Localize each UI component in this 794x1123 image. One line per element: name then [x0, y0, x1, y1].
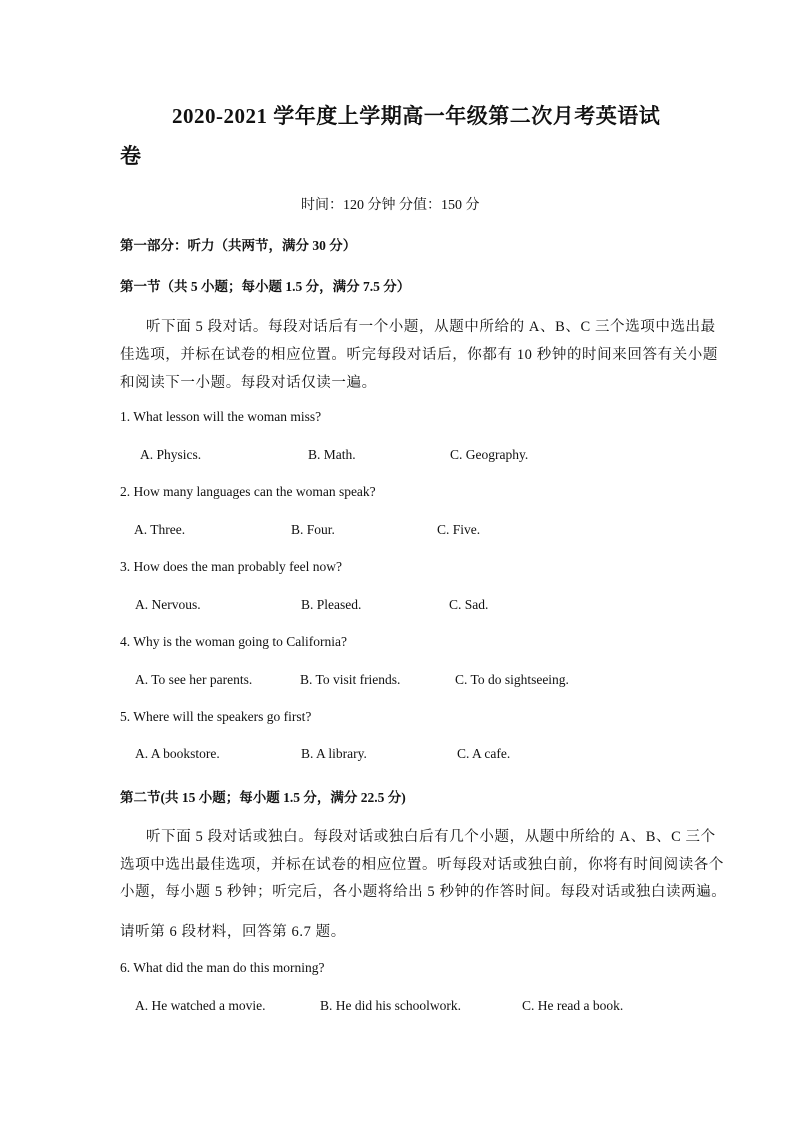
section1-instruction-2: 佳选项，并标在试卷的相应位置。听完每段对话后，你都有 10 秒钟的时间来回答有关小题	[120, 347, 718, 363]
q4-option-a: A. To see her parents.	[135, 672, 253, 687]
q3-option-b: B. Pleased.	[301, 597, 362, 612]
q2-option-c: C. Five.	[437, 522, 481, 537]
question-5: 5. Where will the speakers go first?	[120, 709, 312, 724]
q2-option-b: B. Four.	[291, 522, 335, 537]
q1-option-b: B. Math.	[308, 447, 356, 462]
question-6: 6. What did the man do this morning?	[120, 960, 325, 975]
q5-option-a: A. A bookstore.	[135, 746, 220, 761]
q1-option-a: A. Physics.	[140, 447, 202, 462]
section1-heading: 第一节（共 5 小题；每小题 1.5 分，满分 7.5 分）	[120, 279, 411, 294]
q3-option-a: A. Nervous.	[135, 597, 201, 612]
section2-instruction-3: 小题，每小题 5 秒钟；听完后，各小题将给出 5 秒钟的作答时间。每段对话或独白读两遍。	[120, 884, 727, 900]
question-3: 3. How does the man probably feel now?	[120, 559, 342, 574]
title-line-2: 卷	[120, 144, 142, 168]
q4-option-c: C. To do sightseeing.	[455, 672, 569, 687]
section2-instruction-2: 选项中选出最佳选项，并标在试卷的相应位置。听每段对话或独白前，你将有时间阅读各个	[120, 857, 724, 873]
q5-option-b: B. A library.	[301, 746, 367, 761]
question-2: 2. How many languages can the woman speak?	[120, 484, 376, 499]
q1-option-c: C. Geography.	[450, 447, 529, 462]
q6-option-a: A. He watched a movie.	[135, 998, 266, 1013]
q6-option-b: B. He did his schoolwork.	[320, 998, 461, 1013]
q3-option-c: C. Sad.	[449, 597, 489, 612]
material-note: 请听第 6 段材料，回答第 6.7 题。	[120, 924, 346, 940]
part1-heading: 第一部分：听力（共两节，满分 30 分）	[120, 238, 357, 253]
q2-option-a: A. Three.	[134, 522, 186, 537]
section2-instruction-1: 听下面 5 段对话或独白。每段对话或独白后有几个小题，从题中所给的 A、B、C 三个	[146, 829, 716, 845]
q4-option-b: B. To visit friends.	[300, 672, 401, 687]
section1-instruction-3: 和阅读下一小题。每段对话仅读一遍。	[120, 375, 377, 391]
q6-option-c: C. He read a book.	[522, 998, 624, 1013]
question-4: 4. Why is the woman going to California?	[120, 634, 347, 649]
question-1: 1. What lesson will the woman miss?	[120, 409, 322, 424]
section1-instruction-1: 听下面 5 段对话。每段对话后有一个小题，从题中所给的 A、B、C 三个选项中选出最	[146, 319, 716, 335]
section2-heading: 第二节(共 15 小题；每小题 1.5 分，满分 22.5 分)	[120, 790, 406, 805]
q5-option-c: C. A cafe.	[457, 746, 511, 761]
title-line-1: 2020-2021 学年度上学期高一年级第二次月考英语试	[172, 104, 661, 128]
exam-meta: 时间：120 分钟 分值：150 分	[301, 198, 480, 213]
